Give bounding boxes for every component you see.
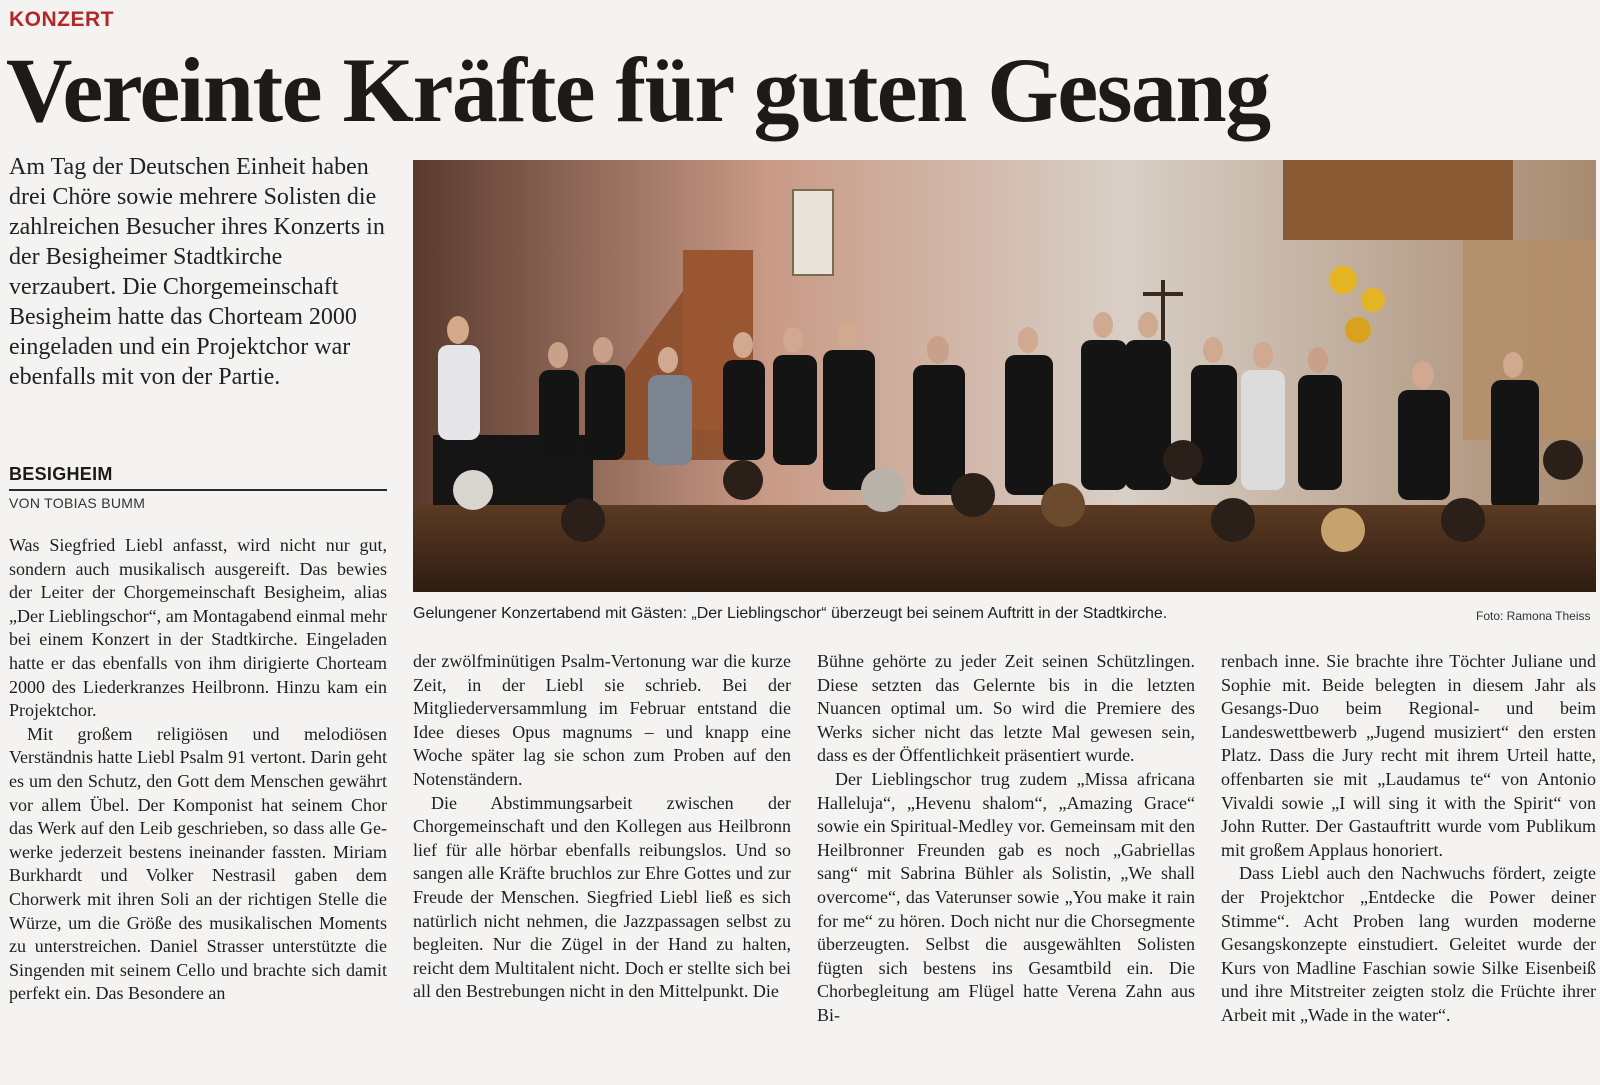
byline: VON TOBIAS BUMM (9, 495, 146, 511)
paragraph: der zwölfminütigen Psalm-Vertonung war die kurze Zeit, in der Liebl sie schrieb. Bei der Mitgliederversammlung im Februar entstand die Idee dieses Opus magnums – und knapp eine Woche später lag sie schon zum Proben auf den Notenständern. (413, 651, 791, 789)
article-column-1 (9, 534, 387, 1006)
paragraph: Was Siegfried Liebl anfasst, wird nicht nur gut, sondern auch musikalisch ausgereift. Das bewies der Leiter der Chorgemeinschaft Besigheim, alias „Der Lieblingschor“, am Montagabend einmal mehr bei einem Konzert in der Stadtkirche. Eingeladen hatte er das ebenfalls von ihm dirigierte Chorteam 2000 des Liederkranzes Heilbronn. Hinzu kam ein Projektchor. (9, 535, 387, 721)
article-column-3 (817, 650, 1195, 1028)
headline: Vereinte Kräfte für guten Gesang (6, 39, 1270, 141)
concert-photo (413, 160, 1596, 592)
paragraph: Der Lieblingschor trug zudem „Missa africana Halleluja“, „Hevenu shalom“, „Amazing Grace“ sowie ein Spiritual-Medley vor. Gemeinsam mit den Heilbronner Freunden gab es noch „Gabriellas sang“ mit Sabrina Bühler als Solistin, „We shall overcome“, das Vaterunser sowie „You make it rain for me“ zu hören. Doch nicht nur die Chorsegmente überzeugten. Selbst die ausgewählten Solisten fügten sich bestens ins Gesamtbild ein. Die Chorbegleitung am Flügel hatte Verena Zahn aus Bi- (817, 768, 1195, 1025)
dateline: BESIGHEIM (9, 464, 387, 491)
article-column-4 (1221, 650, 1596, 1028)
paragraph: Mit großem religiösen und melodiösen Verständnis hatte Liebl Psalm 91 vertont. Darin geht es um den Schutz, den Gott dem Menschen gewährt vor allem Übel. Der Komponist hat seinem Chor das Werk auf den Leib geschrieben, so dass alle Gewerke jederzeit bestens ineinander fassten. Miriam Burkhardt und Volker Nestrasil gaben dem Chorwerk mit ihren Soli an der richtigen Stelle die Würze, um die Größe des musikalischen Moments zu unterstreichen. Daniel Strasser unterstützte die Singenden mit seinem Cello und brachte sich damit perfekt ein. Das Besondere an (9, 723, 387, 1004)
photo-credit: Foto: Ramona Theiss (1476, 609, 1591, 623)
paragraph: Bühne gehörte zu jeder Zeit seinen Schützlingen. Diese setzten das Gelernte bis in die letzten Nuancen optimal um. So wird die Premiere des Werks sicher nicht das letzte Mal gewesen sein, dass es der Öffentlichkeit präsentiert wurde. (817, 651, 1195, 766)
paragraph: Dass Liebl auch den Nachwuchs fördert, zeigte der Projektchor „Entdecke die Power deiner Stimme“. Acht Proben lang wurden moderne Gesangskonzepte einstudiert. Geleitet wurde der Kurs von Madline Faschian sowie Silke Eisenbeiß und ihre Mitstreiter zeigten stolz die Früchte ihrer Arbeit mit „Wade in the water“. (1221, 863, 1596, 1025)
paragraph: Die Abstimmungsarbeit zwischen der Chorgemeinschaft und den Kollegen aus Heilbronn lief für alle hörbar ebenfalls reibungslos. Und so sangen alle Kräfte bruchlos zur Ehre Gottes und zur Freude der Menschen. Siegfried Liebl ließ es sich natürlich nicht nehmen, die Jazzpassagen selbst zu begleiten. Nur die Zügel in der Hand zu halten, reicht dem Multitalent nicht. Doch er stellte sich bei all den Bestrebungen nicht in den Mittelpunkt. Die (413, 792, 791, 1002)
article-column-2 (413, 650, 791, 1004)
choir-photo-illustration (413, 160, 1596, 592)
paragraph: renbach inne. Sie brachte ihre Töchter Juliane und Sophie mit. Beide belegten in diesem Jahr als Gesangs-Duo beim Regional- und beim Landeswettbewerb „Jugend musiziert“ den ersten Platz. Dass die Jury recht mit ihrem Urteil hatte, offenbarten sie mit „Laudamus te“ von Antonio Vivaldi sowie „I will sing it with the Spirit“ von John Rutter. Der Gastauftritt wurde vom Publikum mit großem Applaus honoriert. (1221, 651, 1596, 860)
photo-caption: Gelungener Konzertabend mit Gästen: „Der Lieblingschor“ überzeugt bei seinem Auftritt in der Stadtkirche. (413, 605, 1168, 622)
teaser-paragraph: Am Tag der Deutschen Einheit haben drei Chöre sowie mehrere Solisten die zahlreichen Besucher ihres Konzerts in der Besigheimer Stadtkirche verzaubert. Die Chorgemeinschaft Besigheim hatte das Chorteam 2000 eingeladen und ein Projektchor war ebenfalls mit von der Partie. (9, 154, 385, 390)
section-kicker: KONZERT (9, 8, 114, 31)
